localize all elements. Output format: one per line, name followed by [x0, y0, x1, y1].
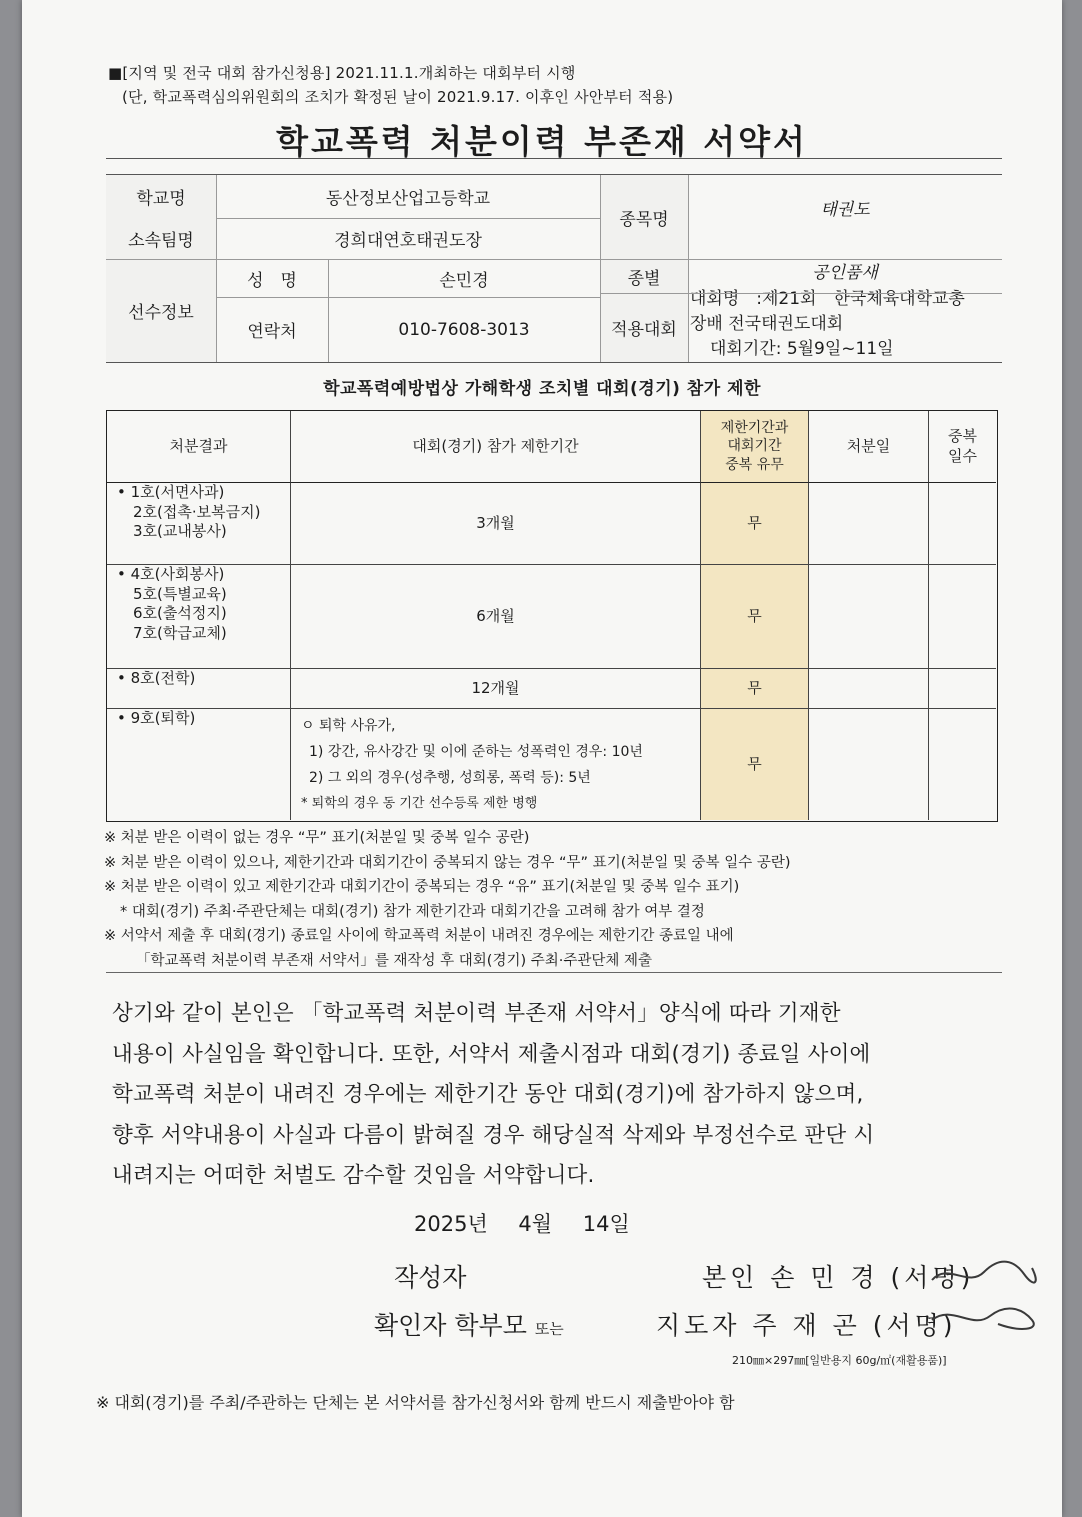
- signature-scribble: [928, 1254, 1048, 1294]
- table-row-date: [809, 669, 929, 709]
- result-item: 5호(특별교육): [133, 584, 227, 603]
- table-row-period: 6개월: [291, 565, 701, 669]
- grid-line: [216, 175, 217, 362]
- confirmer-signature: 지도자 주 재 곤 (서명): [656, 1311, 957, 1340]
- event-value: [690, 287, 1002, 362]
- col-header-overlap-line: 제한기간과: [720, 420, 789, 437]
- player-info-label: 선수정보: [106, 259, 216, 362]
- period-line: 2) 그 외의 경우(성추행, 성희롱, 폭력 등): 5년: [309, 769, 591, 786]
- confirmer-or: 또는: [534, 1320, 564, 1338]
- note-line: * 대회(경기) 주최·주관단체는 대회(경기) 참가 제한기간과 대회기간을 고려해 참가 여부 결정: [120, 903, 705, 920]
- writer-label: 작성자: [394, 1263, 467, 1292]
- divider: [106, 972, 1002, 973]
- table-row-date: [809, 565, 929, 669]
- col-header-days: [929, 411, 996, 483]
- grid-line: [688, 175, 689, 362]
- sport-value: 태권도: [820, 199, 870, 220]
- name-label: 성 명: [247, 270, 297, 291]
- pledge-document: [22, 0, 1062, 1517]
- table-row-result: [107, 483, 291, 565]
- event-label: 적용대회: [600, 293, 688, 362]
- restriction-subtitle: 학교폭력예방법상 가해학생 조치별 대회(경기) 참가 제한: [323, 379, 761, 399]
- result-item: • 4호(사회봉사): [117, 565, 224, 585]
- table-row-date: [809, 709, 929, 820]
- col-header-overlap-line: 대회기간: [727, 438, 782, 455]
- signature-scribble: [928, 1300, 1048, 1340]
- table-row-overlap: 무: [701, 565, 809, 669]
- col-header-days-line: 일수: [948, 446, 977, 465]
- team-value: 경희대연호태권도장: [334, 231, 482, 251]
- restriction-table: [106, 410, 998, 822]
- document-title: 학교폭력 처분이력 부존재 서약서: [276, 122, 808, 161]
- table-row-overlap: 무: [701, 709, 809, 820]
- grid-line: [216, 297, 600, 298]
- table-row-period: 12개월: [291, 669, 701, 709]
- table-row-date: [809, 483, 929, 565]
- table-row-days: [929, 565, 996, 669]
- period-line: ㅇ 퇴학 사유가,: [301, 717, 396, 734]
- school-value: 동산정보산업고등학교: [325, 189, 491, 209]
- footer-note: ※ 대회(경기)를 주최/주관하는 단체는 본 서약서를 참가신청서와 함께 반드시 제출받아야 함: [96, 1393, 735, 1412]
- note-line: ※ 처분 받은 이력이 있으나, 제한기간과 대회기간이 중복되지 않는 경우 “무” 표기(처분일 및 중복 일수 공란): [104, 854, 791, 871]
- contact-value: 010-7608-3013: [398, 319, 530, 340]
- result-item: 7호(학급교체): [133, 623, 227, 642]
- col-header-result: 처분결과: [107, 411, 291, 483]
- period-line: 1) 강간, 유사강간 및 이에 준하는 성폭력인 경우: 10년: [309, 743, 643, 760]
- table-row-result: [107, 565, 291, 669]
- table-row-result: [107, 669, 291, 709]
- contact-label: 연락처: [247, 322, 297, 342]
- category-label: 종별: [600, 259, 688, 293]
- result-item: • 1호(서면사과): [117, 483, 224, 503]
- period-line: * 퇴학의 경우 동 기간 선수등록 제한 병행: [301, 795, 538, 811]
- table-row-overlap: 무: [701, 669, 809, 709]
- event-line: 대회기간: 5월9일~11일: [710, 339, 894, 359]
- info-table: [106, 174, 1002, 363]
- note-line: ※ 서약서 제출 후 대회(경기) 종료일 사이에 학교폭력 처분이 내려진 경우에는 제한기간 종료일 내에: [104, 928, 734, 944]
- pledge-text: [112, 994, 874, 1197]
- grid-line: [106, 259, 1002, 260]
- result-item: 2호(접촉·보복금지): [133, 502, 261, 521]
- col-header-date: 처분일: [809, 411, 929, 483]
- confirmer-label: [374, 1306, 564, 1342]
- col-header-overlap: [701, 411, 809, 483]
- note-line: ※ 처분 받은 이력이 있고 제한기간과 대회기간이 중복되는 경우 “유” 표기(처분일 및 중복 일수 표기): [104, 879, 740, 895]
- writer-signature: 본인 손 민 경 (서명): [702, 1263, 975, 1292]
- pledge-line: 내용이 사실임을 확인합니다. 또한, 서약서 제출시점과 대회(경기) 종료일 사이에: [112, 1041, 871, 1067]
- pledge-line: 학교폭력 처분이 내려진 경우에는 제한기간 동안 대회(경기)에 참가하지 않으며,: [112, 1082, 864, 1107]
- category-value: 공인품새: [812, 262, 878, 283]
- pledge-line: 내려지는 어떠한 처벌도 감수할 것임을 서약합니다.: [112, 1163, 595, 1188]
- event-line: 장배 전국태권도대회: [690, 314, 844, 334]
- event-line: 대회명 :제21회 한국체육대학교총: [690, 289, 965, 309]
- note-line: ※ 처분 받은 이력이 없는 경우 “무” 표기(처분일 및 중복 일수 공란): [104, 830, 530, 846]
- grid-line: [600, 293, 1002, 294]
- confirmer-label-text: 확인자 학부모: [374, 1311, 527, 1340]
- table-row-result: [107, 709, 291, 820]
- pledge-line: 상기와 같이 본인은 「학교폭력 처분이력 부존재 서약서」양식에 따라 기재한: [112, 1001, 841, 1026]
- grid-line: [328, 259, 329, 362]
- grid-line: [216, 218, 600, 219]
- result-item: 3호(교내봉사): [133, 522, 227, 540]
- table-row-period: [291, 709, 701, 820]
- col-header-period: 대회(경기) 참가 제한기간: [291, 411, 701, 483]
- team-label: 소속팀명: [106, 218, 216, 259]
- result-item: • 8호(전학): [117, 669, 195, 689]
- result-item: • 9호(퇴학): [117, 709, 195, 729]
- table-row-days: [929, 709, 996, 820]
- divider: [106, 158, 1002, 159]
- notes: [104, 826, 791, 973]
- col-header-overlap-line: 중복 유무: [725, 456, 784, 473]
- table-row-period: 3개월: [291, 483, 701, 565]
- result-item: 6호(출석정지): [133, 604, 227, 622]
- sport-label: 종목명: [600, 175, 688, 259]
- header-notice: ■[지역 및 전국 대회 참가신청용] 2021.11.1.개최하는 대회부터 시행: [108, 64, 576, 82]
- header-condition: (단, 학교폭력심의위원회의 조치가 확정된 날이 2021.9.17. 이후인 사안부터 적용): [122, 88, 674, 106]
- pledge-line: 향후 서약내용이 사실과 다름이 밝혀질 경우 해당실적 삭제와 부정선수로 판단 시: [112, 1122, 875, 1148]
- table-row-days: [929, 483, 996, 565]
- table-row-overlap: 무: [701, 483, 809, 565]
- school-label: 학교명: [106, 175, 216, 218]
- pledge-date: 2025년 4월 14일: [414, 1212, 630, 1236]
- name-value: 손민경: [439, 270, 489, 291]
- paper-spec: 210㎜×297㎜[일반용지 60g/㎡(재활용품)]: [732, 1354, 947, 1367]
- grid-line: [600, 175, 601, 362]
- table-row-days: [929, 669, 996, 709]
- note-line: 「학교폭력 처분이력 부존재 서약서」를 재작성 후 대회(경기) 주최·주관단체 제출: [136, 952, 653, 969]
- col-header-days-line: 중복: [948, 427, 977, 445]
